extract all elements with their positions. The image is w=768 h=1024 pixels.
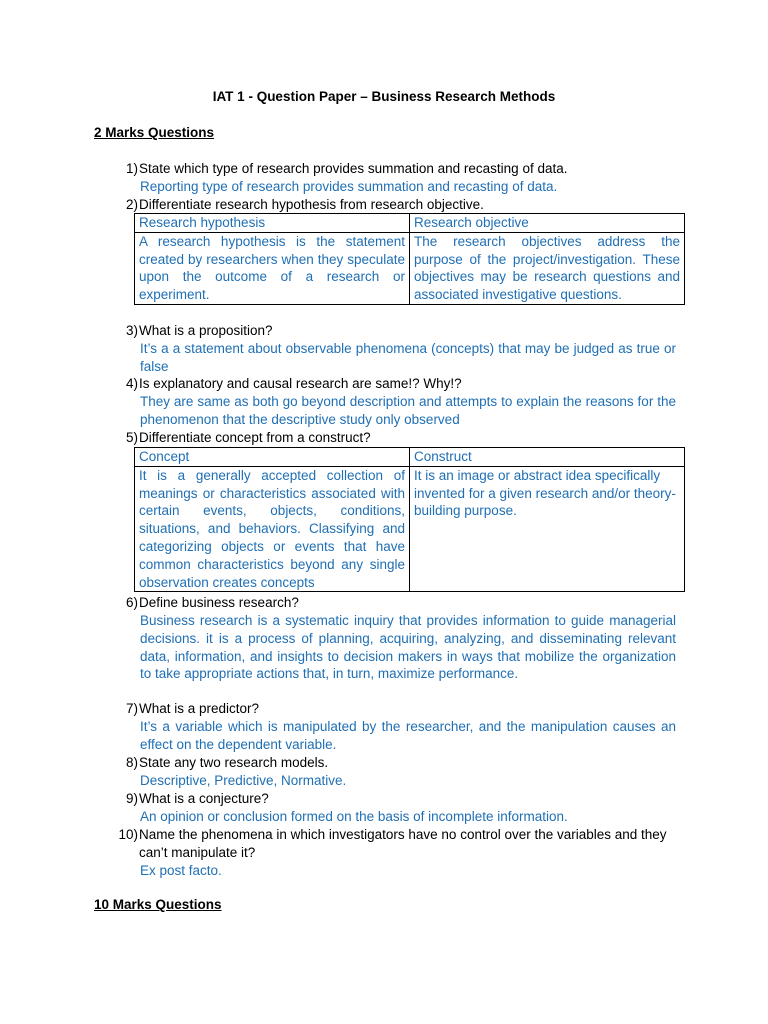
question-text: State any two research models. [139, 755, 329, 770]
table-header-cell: Concept [135, 448, 410, 467]
question-number: 3) [125, 323, 138, 338]
question-1 [110, 160, 680, 178]
question-text: Differentiate concept from a construct? [139, 430, 371, 445]
question-4 [110, 375, 680, 393]
answer-7: It’s a variable which is manipulated by the researcher, and the manipulation causes an effect on the dependent variable. [140, 719, 676, 752]
question-text: State which type of research provides summation and recasting of data. [139, 161, 568, 176]
question-number: 4) [125, 376, 138, 391]
question-number: 7) [125, 701, 138, 716]
question-7 [110, 700, 680, 718]
question-text: What is a conjecture? [139, 791, 269, 806]
question-2 [110, 196, 680, 214]
answer-3: It’s a a statement about observable phenomena (concepts) that may be judged as true or false [140, 341, 676, 374]
question-3 [110, 322, 680, 340]
question-number: 8) [125, 755, 138, 770]
question-number: 9) [125, 791, 138, 806]
question-6 [110, 594, 680, 612]
table-header-row [135, 448, 685, 467]
question-text: What is a proposition? [139, 323, 273, 338]
answer-9: An opinion or conclusion formed on the basis of incomplete information. [140, 809, 568, 824]
question-text: Define business research? [139, 595, 299, 610]
table-header-cell: Research hypothesis [135, 214, 410, 233]
question-number: 6) [125, 595, 138, 610]
table-header-cell: Construct [410, 448, 685, 467]
question-number: 1) [125, 161, 138, 176]
section-heading-10-marks: 10 Marks Questions [94, 897, 222, 912]
concept-construct-table [134, 447, 685, 592]
question-text: Is explanatory and causal research are same!? Why!? [139, 376, 462, 391]
question-number: 10) [118, 827, 138, 842]
answer-10: Ex post facto. [140, 863, 222, 878]
question-10 [110, 826, 680, 862]
question-text: Differentiate research hypothesis from research objective. [139, 197, 484, 212]
table-cell: The research objectives address the purpose of the project/investigation. These objectives may be research questions and associated investigative questions. [410, 232, 685, 304]
question-5 [110, 429, 680, 447]
table-cell: It is a generally accepted collection of meanings or characteristics associated with certain events, objects, conditions, situations, and behaviors. Classifying and categorizing objects or events that have common characteristics beyond any single observation creates concepts [135, 466, 410, 592]
answer-6: Business research is a systematic inquiry that provides information to guide managerial decisions. it is a process of planning, acquiring, analyzing, and disseminating relevant data, information, and insights to decision makers in ways that mobilize the organization to take appropriate actions that, in turn, maximize performance. [140, 613, 676, 682]
table-cell: It is an image or abstract idea specifically invented for a given research and/or theory-building purpose. [410, 466, 685, 592]
question-8 [110, 754, 680, 772]
table-header-row [135, 214, 685, 233]
answer-4: They are same as both go beyond description and attempts to explain the reasons for the phenomenon that the descriptive study only observed [140, 394, 676, 427]
section-heading-2-marks: 2 Marks Questions [94, 125, 215, 140]
table-cell: A research hypothesis is the statement created by researchers when they speculate upon the outcome of a research or experiment. [135, 232, 410, 304]
hypothesis-objective-table [134, 213, 685, 305]
question-number: 5) [125, 430, 138, 445]
question-text: What is a predictor? [139, 701, 260, 716]
page-title: IAT 1 - Question Paper – Business Research Methods [212, 89, 556, 104]
question-text: Name the phenomena in which investigators have no control over the variables and they can’t manipulate it? [139, 827, 667, 860]
table-header-cell: Research objective [410, 214, 685, 233]
table-row [135, 232, 685, 304]
answer-8: Descriptive, Predictive, Normative. [140, 773, 347, 788]
answer-1: Reporting type of research provides summation and recasting of data. [140, 179, 558, 194]
question-number: 2) [125, 197, 138, 212]
question-9 [110, 790, 680, 808]
table-row [135, 466, 685, 592]
